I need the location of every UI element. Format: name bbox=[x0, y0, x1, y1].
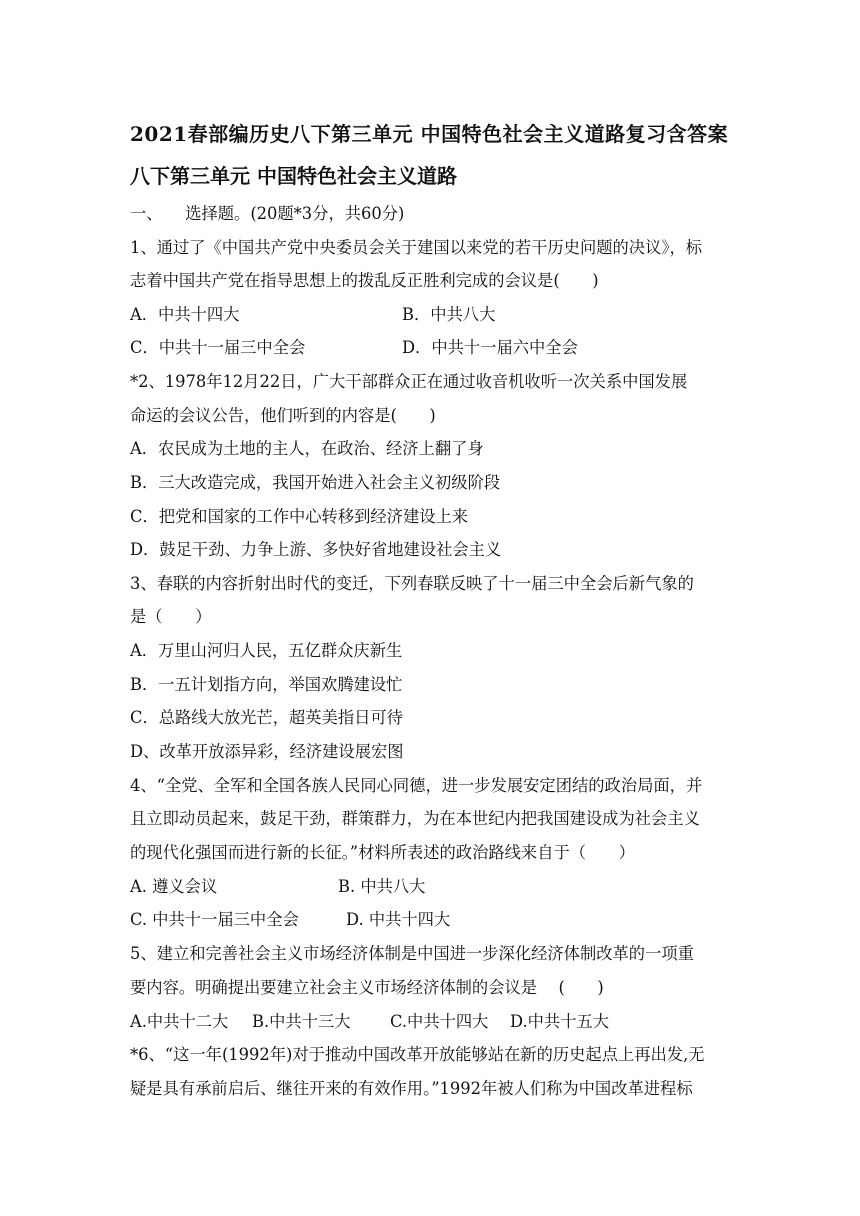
q1-option-a: A．中共十四大 bbox=[130, 305, 240, 324]
q4-option-a: A. 遵义会议 bbox=[130, 877, 218, 896]
q3-line-2: 是（ ） bbox=[130, 607, 212, 626]
q3-option-d: D、改革开放添异彩，经济建设展宏图 bbox=[130, 742, 404, 761]
q3-option-a: A．万里山河归人民，五亿群众庆新生 bbox=[130, 641, 403, 660]
q1-option-c: C．中共十一届三中全会 bbox=[130, 338, 306, 357]
q2-option-d: D．鼓足干劲、力争上游、多快好省地建设社会主义 bbox=[130, 540, 502, 559]
q2-line-1: *2、1978年12月22日，广大干部群众正在通过收音机收听一次关系中国发展 bbox=[130, 372, 688, 391]
q1-line-2: 志着中国共产党在指导思想上的拨乱反正胜利完成的会议是( ) bbox=[130, 271, 599, 290]
q2-option-b: B．三大改造完成，我国开始进入社会主义初级阶段 bbox=[130, 473, 501, 492]
q5-option-b: B.中共十三大 bbox=[252, 1012, 351, 1031]
document-subtitle: 八下第三单元 中国特色社会主义道路 bbox=[130, 164, 457, 188]
q5-option-a: A.中共十二大 bbox=[130, 1012, 229, 1031]
q5-line-1: 5、建立和完善社会主义市场经济体制是中国进一步深化经济体制改革的一项重 bbox=[130, 944, 694, 963]
q1-option-b: B．中共八大 bbox=[402, 305, 496, 324]
q1-option-d: D．中共十一届六中全会 bbox=[402, 338, 578, 357]
q4-line-1: 4、“全党、全军和全国各族人民同心同德，进一步发展安定团结的政治局面，并 bbox=[130, 776, 703, 795]
document-title: 2021春部编历史八下第三单元 中国特色社会主义道路复习含答案 bbox=[130, 122, 729, 146]
q6-line-1: *6、“这一年(1992年)对于推动中国改革开放能够站在新的历史起点上再出发,无 bbox=[130, 1045, 705, 1064]
q2-line-2: 命运的会议公告，他们听到的内容是( ) bbox=[130, 406, 436, 425]
q4-line-2: 且立即动员起来，鼓足干劲，群策群力，为在本世纪内把我国建设成为社会主义 bbox=[130, 809, 700, 828]
q4-option-c: C. 中共十一届三中全会 bbox=[130, 910, 299, 929]
q3-option-c: C．总路线大放光芒，超英美指日可待 bbox=[130, 708, 403, 727]
q6-line-2: 疑是具有承前启后、继往开来的有效作用。”1992年被人们称为中国改革进程标 bbox=[130, 1079, 693, 1098]
q5-option-d: D.中共十五大 bbox=[510, 1012, 610, 1031]
section-heading bbox=[130, 203, 404, 225]
q3-option-b: B．一五计划指方向，举国欢腾建设忙 bbox=[130, 675, 403, 694]
q3-line-1: 3、春联的内容折射出时代的变迁，下列春联反映了十一届三中全会后新气象的 bbox=[130, 574, 694, 593]
q5-option-c: C.中共十四大 bbox=[390, 1012, 489, 1031]
section-text: 选择题。(20题*3分，共60分) bbox=[185, 204, 405, 223]
q4-option-b: B. 中共八大 bbox=[338, 877, 426, 896]
q1-line-1: 1、通过了《中国共产党中央委员会关于建国以来党的若干历史问题的决议》，标 bbox=[130, 238, 703, 257]
q4-option-d: D. 中共十四大 bbox=[346, 910, 451, 929]
q5-line-2: 要内容。明确提出要建立社会主义市场经济体制的会议是 ( ) bbox=[130, 978, 604, 997]
section-number: 一、 bbox=[130, 204, 163, 223]
q2-option-c: C．把党和国家的工作中心转移到经济建设上来 bbox=[130, 507, 469, 526]
q4-line-3: 的现代化强国而进行新的长征。”材料所表述的政治路线来自于（ ） bbox=[130, 843, 635, 862]
q2-option-a: A．农民成为土地的主人，在政治、经济上翻了身 bbox=[130, 439, 484, 458]
